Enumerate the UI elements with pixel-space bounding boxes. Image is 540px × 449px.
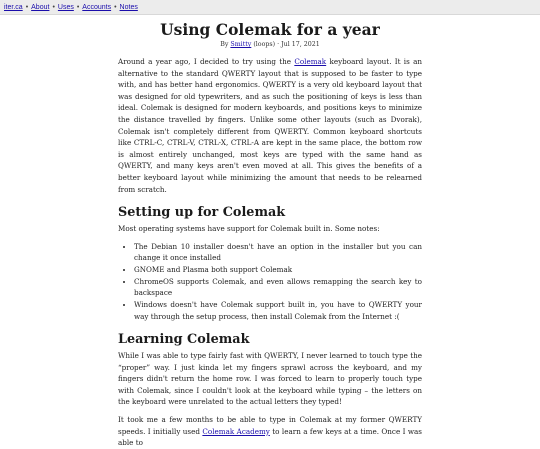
intro-text-after: keyboard layout. It is an alternative to the standard QWERTY layout that is supposed to be faster to type with, and has better hand ergonomics. QWERTY is a very old keyboard layout that was designed for old typewriters, and as such the positioning of keys is less than ideal. Colemak is designed for modern keyboards, and positions keys to minimize the distance travelled by fingers. Unlike some other layouts (such as Dvorak), Colemak isn't completely different from QWERTY. Common keyboard shortcuts like CTRL-C, CTRL-V, CTRL-X, CTRL-A are kept in the same place, the bottom row is almost entirely unchanged, most keys are typed with the same hand as QWERTY, and many keys aren't even moved at all. This gives the benefits of a better keyboard layout while minimizing the amount that needs to be relearned from scratch. — [118, 57, 422, 194]
list-item: • The Debian 10 installer doesn't have an option in the installer but you can change it once installed — [134, 241, 422, 264]
colemak-academy-link[interactable]: Colemak Academy — [202, 426, 270, 436]
learning-paragraph-2 — [118, 414, 422, 449]
nav-link-about[interactable]: About — [31, 3, 50, 11]
list-item: • ChromeOS supports Colemak, and even allows remapping the search key to backspace — [134, 276, 422, 299]
nav-link-notes[interactable]: Notes — [119, 3, 138, 11]
learning-text-before: It took me a few months to be able to type in Colemak at my former QWERTY speeds. I initially used — [118, 415, 422, 436]
section-heading-setup: Setting up for Colemak — [118, 205, 286, 221]
site-home-link[interactable]: iter.ca — [4, 3, 23, 11]
nav-separator: • — [52, 3, 55, 11]
publish-date: Jul 17, 2021 — [281, 41, 320, 48]
article — [118, 15, 422, 449]
nav-separator: • — [25, 3, 29, 11]
colemak-link[interactable]: Colemak — [294, 57, 327, 66]
intro-text-before: Around a year ago, I decided to try using the — [118, 57, 292, 66]
section-heading-learning: Learning Colemak — [118, 332, 250, 348]
setup-notes-list — [118, 241, 422, 322]
article-title: Using Colemak for a year — [160, 20, 380, 39]
nav-separator: • — [114, 3, 117, 11]
learning-text-after: to learn a few keys at a time. Once I was able to — [118, 426, 422, 448]
nav-separator: • — [76, 3, 80, 11]
nav-link-uses[interactable]: Uses — [57, 3, 74, 11]
byline-prefix: By — [220, 41, 229, 48]
learning-paragraph-1: While I was able to type fairly fast with QWERTY, I never learned to touch type the “proper” way. I just kinda let my fingers sprawl across the keyboard, and my fingers didn't return the home row. I was forced to learn to properly touch type with Colemak, since I couldn't look at the keyboard while typing – the letters on the keyboard were unrelated to the actual letters they typed! — [118, 351, 422, 407]
list-item: • GNOME and Plasma both support Colemak — [134, 264, 422, 275]
byline-dot: · — [277, 41, 280, 48]
site-nav — [0, 0, 540, 15]
nav-link-accounts[interactable]: Accounts — [82, 3, 112, 11]
list-item: • Windows doesn't have Colemak support built in, you have to QWERTY your way through the setup process, then install Colemak from the Internet :( — [134, 299, 422, 322]
intro-paragraph — [118, 56, 422, 195]
article-byline — [118, 41, 422, 48]
author-handle: (loops) — [253, 41, 276, 48]
setup-intro: Most operating systems have support for Colemak built in. Some notes: — [118, 224, 380, 234]
author-link[interactable]: Smitty — [230, 41, 252, 48]
